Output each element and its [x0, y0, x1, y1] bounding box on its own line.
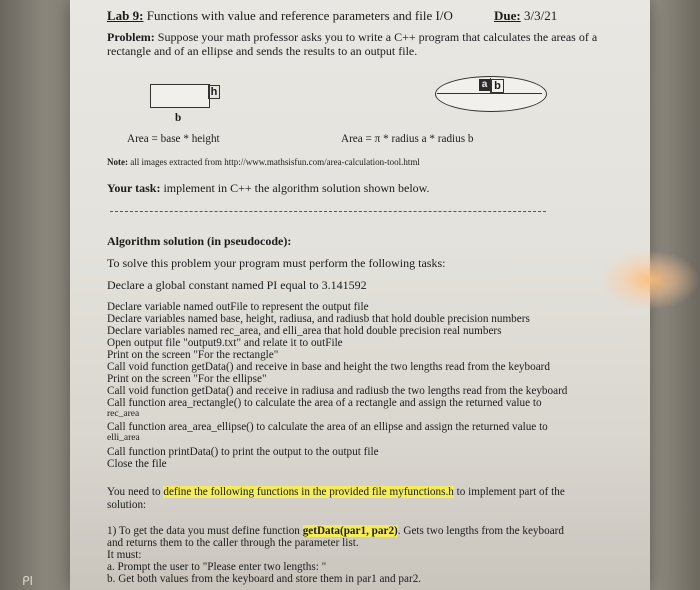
note-line	[107, 157, 420, 167]
step-2: Declare variables named base, height, radiusa, and radiusb that hold double precision numbers	[107, 313, 530, 325]
step-9-cont: rec_area	[107, 409, 140, 419]
step-12: Close the file	[107, 458, 167, 470]
step-6: Call void function getData() and receive in base and height the two lengths read from the keyboard	[107, 361, 550, 373]
step-3: Declare variables named rec_area, and elli_area that hold double precision real numbers	[107, 325, 502, 337]
rect-b-label: b	[175, 112, 182, 124]
step-5: Print on the screen "For the rectangle"	[107, 349, 279, 361]
section-divider	[110, 211, 546, 212]
define-line-1	[107, 486, 565, 498]
step-8: Call void function getData() and receive in radiusa and radiusb the two lengths read from the keyboard	[107, 385, 568, 397]
light-glare	[600, 250, 700, 310]
lab-title-text: Functions with value and reference parameters and file I/O	[143, 8, 453, 23]
step-10-cont: elli_area	[107, 433, 140, 443]
getdata-line-1	[107, 525, 564, 537]
step-10: Call function area_area_ellipse() to calculate the area of an ellipse and assign the returned value to	[107, 421, 548, 433]
rect-area-formula: Area = base * height	[127, 133, 220, 145]
getdata-pre: 1) To get the data you must define function	[107, 525, 303, 537]
due-date	[494, 8, 557, 24]
problem-line-2: rectangle and of an ellipse and sends the results to an output file.	[107, 44, 418, 58]
task-line	[107, 181, 430, 196]
algorithm-intro: To solve this problem your program must perform the following tasks:	[107, 256, 446, 270]
algorithm-heading: Algorithm solution (in pseudocode):	[107, 234, 292, 248]
ellipse-a-label: a	[479, 79, 490, 91]
getdata-line-2: and returns them to the caller through the parameter list.	[107, 537, 359, 549]
getdata-step-a: a. Prompt the user to "Please enter two lengths: "	[107, 561, 327, 573]
ellipse-area-formula: Area = π * radius a * radius b	[341, 133, 474, 145]
ellipse-b-label: b	[491, 79, 504, 93]
due-label: Due:	[494, 8, 521, 23]
lab-label: Lab 9:	[107, 8, 144, 23]
define-post: to implement part of the	[453, 486, 565, 498]
problem-text: Suppose your math professor asks you to write a C++ program that calculates the areas of a	[154, 30, 598, 44]
corner-logo-icon: ᑭI	[22, 574, 34, 588]
getdata-post: . Gets two lengths from the keyboard	[397, 525, 564, 537]
lab-title	[107, 8, 453, 24]
problem-line-1	[107, 30, 597, 45]
rectangle-figure	[150, 84, 210, 108]
task-label: Your task:	[107, 181, 161, 195]
step-11: Call function printData() to print the output to the output file	[107, 446, 379, 458]
getdata-step-b: b. Get both values from the keyboard and store them in par1 and par2.	[107, 573, 422, 585]
getdata-highlight: getData(par1, par2)	[302, 525, 398, 537]
note-text: all images extracted from http://www.mathsisfun.com/area-calculation-tool.html	[128, 157, 420, 167]
getdata-must: It must:	[107, 549, 142, 561]
step-1: Declare variable named outFile to represent the output file	[107, 301, 369, 313]
algorithm-constant: Declare a global constant named PI equal to 3.141592	[107, 278, 367, 292]
task-text: implement in C++ the algorithm solution shown below.	[160, 181, 430, 195]
define-line-2: solution:	[107, 499, 147, 511]
due-date-value: 3/3/21	[520, 8, 558, 23]
define-pre: You need to	[107, 486, 164, 498]
note-label: Note:	[107, 157, 128, 167]
step-7: Print on the screen "For the ellipse"	[107, 373, 267, 385]
step-4: Open output file "output9.txt" and relate it to outFile	[107, 337, 343, 349]
rect-h-label: h	[208, 85, 220, 99]
step-9: Call function area_rectangle() to calculate the area of a rectangle and assign the returned value to	[107, 397, 542, 409]
define-highlight: define the following functions in the provided file myfunctions.h	[163, 486, 454, 498]
problem-label: Problem:	[107, 30, 155, 44]
